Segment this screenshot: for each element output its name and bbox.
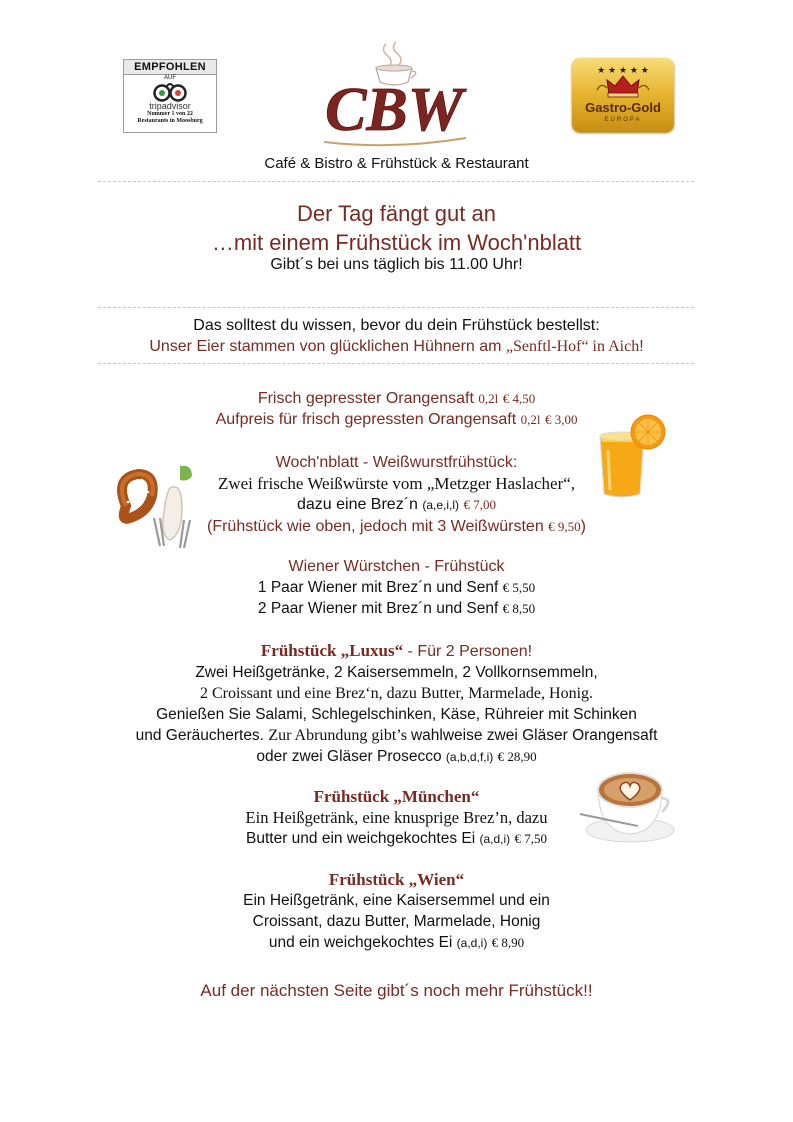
- juice-surcharge-label: Aufpreis für frisch gepressten Orangensaft: [215, 411, 521, 428]
- luxus-juice-choice: wahlweise zwei Gläser Orangensaft: [410, 727, 658, 744]
- tripadvisor-owl-icon: [150, 82, 190, 102]
- notice-farm: „Senftl-Hof“ in Aich: [505, 338, 640, 355]
- juice-label: Frisch gepresster Orangensaft: [257, 390, 479, 407]
- wiener-1-desc: 1 Paar Wiener mit Brez´n und Senf: [257, 579, 503, 596]
- intro-heading: Der Tag fängt gut an: [297, 201, 496, 226]
- wiener-block: [0, 556, 793, 619]
- luxus-title-name: Frühstück „Luxus“: [260, 641, 404, 660]
- divider: [98, 363, 694, 364]
- luxus-line-3: Genießen Sie Salami, Schlegelschinken, Käse, Rühreier mit Schinken: [156, 706, 637, 723]
- wien-allergens: (a,d,i): [456, 936, 488, 950]
- muenchen-line-2: [0, 828, 793, 850]
- weisswurst-price: € 7,00: [463, 497, 497, 512]
- tagline: Café & Bistro & Frühstück & Restaurant: [264, 155, 529, 172]
- juice-line-1: [0, 388, 793, 409]
- wiener-1-price: € 5,50: [502, 580, 536, 595]
- notice-block: [0, 315, 793, 357]
- luxus-allergens: (a,b,d,f,i): [445, 750, 494, 764]
- weisswurst-line-1: Zwei frische Weißwürste vom „Metzger Haslacher“,: [217, 474, 576, 493]
- muenchen-block: [0, 786, 793, 850]
- luxus-title-persons: - Für 2 Personen!: [403, 643, 533, 660]
- muenchen-line-1: Ein Heißgetränk, eine knusprige Brez’n, dazu: [245, 808, 548, 827]
- muenchen-desc: Butter und ein weichgekochtes Ei: [246, 830, 480, 847]
- weisswurst-allergens: (a,e,i,l): [422, 498, 460, 512]
- juice-size: 0,2l: [478, 391, 499, 406]
- wiener-line-1: [0, 577, 793, 598]
- wiener-2-desc: 2 Paar Wiener mit Brez´n und Senf: [257, 600, 503, 617]
- gastro-gold-region: EUROPA: [604, 117, 642, 123]
- luxus-price: € 28,90: [497, 749, 537, 764]
- wiener-line-2: [0, 598, 793, 619]
- wien-line-1: Ein Heißgetränk, eine Kaisersemmel und ein: [243, 892, 550, 909]
- wien-line-2: Croissant, dazu Butter, Marmelade, Honig: [252, 913, 541, 930]
- wien-block: [0, 869, 793, 954]
- divider: [98, 181, 694, 182]
- luxus-block: [0, 640, 793, 768]
- muenchen-allergens: (a,d,i): [479, 832, 511, 846]
- tripadvisor-auf-label: AUF: [164, 75, 176, 81]
- wien-title: Frühstück „Wien“: [328, 870, 465, 889]
- cbw-logo-text: CBW: [325, 76, 463, 144]
- weisswurst-title: Woch'nblatt - Weißwurstfrühstück:: [275, 454, 518, 471]
- notice-eggs-text: Unser Eier stammen von glücklichen Hühnern am: [149, 338, 506, 355]
- juice-line-2: [0, 409, 793, 430]
- wien-desc: und ein weichgekochtes Ei: [268, 934, 457, 951]
- wien-price: € 8,90: [491, 935, 525, 950]
- gastro-gold-badge: [572, 58, 674, 132]
- notice-heading: Das solltest du wissen, bevor du dein Frühstück bestellst:: [193, 317, 600, 334]
- luxus-smoked: und Geräuchertes.: [135, 727, 269, 744]
- luxus-title: [0, 640, 793, 662]
- luxus-line-4: [0, 725, 793, 746]
- luxus-line-1: Zwei Heißgetränke, 2 Kaisersemmeln, 2 Vollkornsemmeln,: [195, 664, 598, 681]
- muenchen-price: € 7,50: [514, 831, 547, 846]
- intro-block: [0, 199, 793, 275]
- juice-block: [0, 388, 793, 430]
- svg-text:★ ★ ★ ★ ★: ★ ★ ★ ★ ★: [597, 66, 649, 76]
- tripadvisor-badge: [123, 59, 217, 133]
- crown-icon: [593, 64, 653, 100]
- luxus-line-2: 2 Croissant und eine Brez‘n, dazu Butter, Marmelade, Honig.: [199, 685, 594, 702]
- tripadvisor-top-label: EMPFOHLEN: [124, 60, 216, 75]
- footer-note: Auf der nächsten Seite gibt´s noch mehr Frühstück!!: [200, 981, 593, 1000]
- notice-eggs: [0, 336, 793, 357]
- weisswurst-option-end: ): [580, 518, 586, 535]
- juice-price: € 4,50: [502, 391, 536, 406]
- tripadvisor-name: tripadvisor: [149, 101, 191, 111]
- juice-surcharge-price: € 3,00: [544, 412, 578, 427]
- wiener-2-price: € 8,50: [502, 601, 536, 616]
- weisswurst-desc: dazu eine Brez´n: [296, 496, 423, 513]
- cbw-logo: [302, 38, 484, 150]
- luxus-rounding: Zur Abrundung gibt’s: [268, 727, 411, 744]
- divider: [98, 307, 694, 308]
- juice-surcharge-size: 0,2l: [520, 412, 541, 427]
- intro-hours: Gibt´s bei uns täglich bis 11.00 Uhr!: [270, 256, 523, 273]
- wien-line-3: [0, 932, 793, 954]
- intro-subheading: …mit einem Frühstück im Woch'nblatt: [211, 230, 582, 255]
- luxus-prosecco: oder zwei Gläser Prosecco: [256, 748, 446, 765]
- tripadvisor-place: Restaurants in Moosburg: [137, 118, 203, 124]
- pretzel-sausage-icon: [112, 458, 206, 550]
- wiener-title: Wiener Würstchen - Frühstück: [288, 558, 505, 575]
- notice-end: !: [639, 338, 644, 355]
- gastro-gold-name: Gastro-Gold: [585, 100, 661, 115]
- muenchen-title: Frühstück „München“: [313, 787, 480, 806]
- weisswurst-option-price: € 9,50: [548, 519, 581, 534]
- weisswurst-option: (Frühstück wie oben, jedoch mit 3 Weißwürsten: [207, 518, 549, 535]
- tripadvisor-rank: Nummer 1 von 22: [147, 111, 193, 117]
